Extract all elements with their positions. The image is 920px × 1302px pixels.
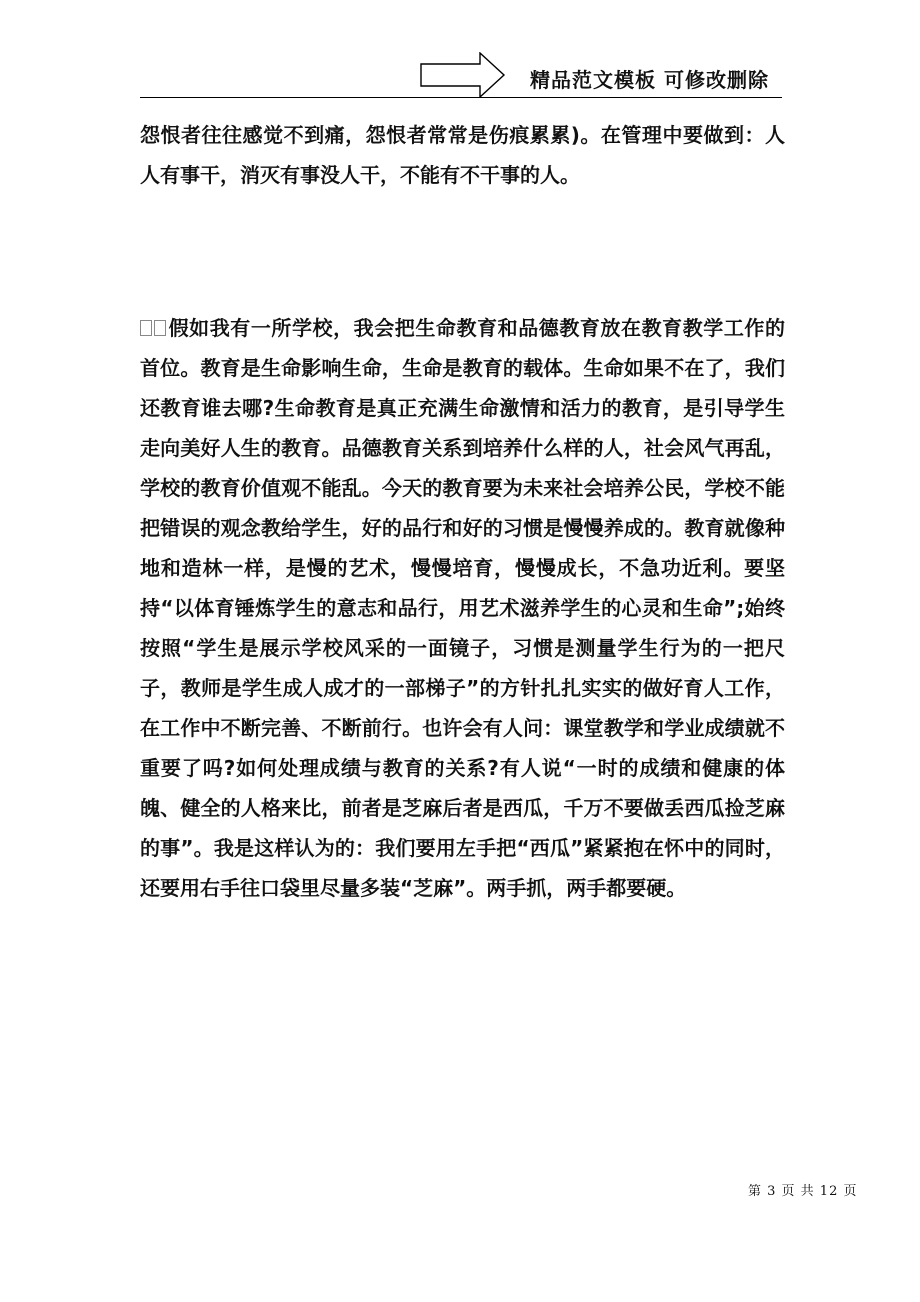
paragraph-2 <box>140 308 785 908</box>
header-title: 精品范文模板 可修改删除 <box>530 68 769 92</box>
page-number: 第 3 页 共 12 页 <box>748 1184 858 1199</box>
indent-placeholder-icon <box>154 320 166 336</box>
paragraph-1: 怨恨者往往感觉不到痛，怨恨者常常是伤痕累累)。在管理中要做到：人人有事干，消灭有事没人干，不能有不干事的人。 <box>140 123 785 187</box>
header-divider <box>140 97 782 98</box>
indent-placeholder-icon <box>140 320 152 336</box>
page-header <box>0 0 920 100</box>
paragraph-2-text: 假如我有一所学校，我会把生命教育和品德教育放在教育教学工作的首位。教育是生命影响生命，生命是教育的载体。生命如果不在了，我们还教育谁去哪?生命教育是真正充满生命激情和活力的教育，是引导学生走向美好人生的教育。品德教育关系到培养什么样的人，社会风气再乱，学校的教育价值观不能乱。今天的教育要为未来社会培养公民，学校不能把错误的观念教给学生，好的品行和好的习惯是慢慢养成的。教育就像种地和造林一样，是慢的艺术，慢慢培育，慢慢成长，不急功近利。要坚持“以体育锤炼学生的意志和品行，用艺术滋养学生的心灵和生命”;始终按照“学生是展示学校风采的一面镜子，习惯是测量学生行为的一把尺子，教师是学生成人成才的一部梯子”的方针扎扎实实的做好育人工作，在工作中不断完善、不断前行。也许会有人问：课堂教学和学业成绩就不重要了吗?如何处理成绩与教育的关系?有人说“一时的成绩和健康的体魄、健全的人格来比，前者是芝麻后者是西瓜，千万不要做丢西瓜捡芝麻的事”。我是这样认为的：我们要用左手把“西瓜”紧紧抱在怀中的同时，还要用右手往口袋里尽量多装“芝麻”。两手抓，两手都要硬。 <box>140 316 785 900</box>
arrow-right-icon <box>420 52 506 98</box>
